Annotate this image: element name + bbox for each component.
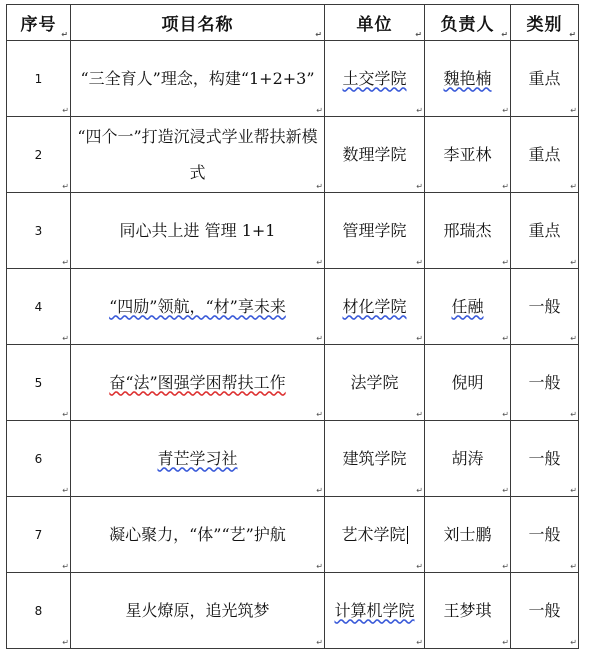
document-page — [6, 4, 579, 649]
cell-category[interactable]: 一般 ↵ — [511, 345, 579, 421]
project-table — [6, 4, 579, 649]
cell-leader[interactable]: 王梦琪 ↵ — [425, 573, 511, 649]
cell-no[interactable]: 3 ↵ — [7, 193, 71, 269]
table-row — [7, 193, 579, 269]
cell-leader[interactable]: 刘士鹏 ↵ — [425, 497, 511, 573]
cell-unit[interactable]: 数理学院 ↵ — [325, 117, 425, 193]
cell-name[interactable]: 同心共上进 管理 1+1 ↵ — [71, 193, 325, 269]
cell-no[interactable]: 4 ↵ — [7, 269, 71, 345]
cell-name[interactable]: 凝心聚力，“体”“艺”护航 ↵ — [71, 497, 325, 573]
cell-leader[interactable]: 李亚林 ↵ — [425, 117, 511, 193]
cell-leader[interactable]: 邢瑞杰 ↵ — [425, 193, 511, 269]
cell-category[interactable]: 一般 ↵ — [511, 497, 579, 573]
cell-leader[interactable]: 任融 ↵ — [425, 269, 511, 345]
cell-leader[interactable]: 魏艳楠 ↵ — [425, 41, 511, 117]
cell-no[interactable]: 7 ↵ — [7, 497, 71, 573]
cell-unit[interactable]: 土交学院 ↵ — [325, 41, 425, 117]
header-name: 项目名称 ↵ — [71, 5, 325, 41]
cell-leader[interactable]: 胡涛 ↵ — [425, 421, 511, 497]
cell-unit[interactable]: 建筑学院 ↵ — [325, 421, 425, 497]
cell-no[interactable]: 8 ↵ — [7, 573, 71, 649]
cell-category[interactable]: 重点 ↵ — [511, 41, 579, 117]
header-category: 类别 ↵ — [511, 5, 579, 41]
table-header-row — [7, 5, 579, 41]
text-cursor — [407, 526, 408, 544]
cell-unit[interactable]: 艺术学院 ↵ — [325, 497, 425, 573]
cell-name[interactable]: “三全育人”理念，构建“1+2+3” ↵ — [71, 41, 325, 117]
cell-name[interactable]: “四个一”打造沉浸式学业帮扶新模式 ↵ — [71, 117, 325, 193]
table-row — [7, 117, 579, 193]
table-row — [7, 269, 579, 345]
cell-no[interactable]: 2 ↵ — [7, 117, 71, 193]
cell-unit[interactable]: 材化学院 ↵ — [325, 269, 425, 345]
cell-category[interactable]: 一般 ↵ — [511, 573, 579, 649]
cell-unit[interactable]: 法学院 ↵ — [325, 345, 425, 421]
header-no: 序号 ↵ — [7, 5, 71, 41]
table-row — [7, 421, 579, 497]
header-unit: 单位 ↵ — [325, 5, 425, 41]
cell-unit[interactable]: 管理学院 ↵ — [325, 193, 425, 269]
cell-category[interactable]: 一般 ↵ — [511, 269, 579, 345]
cell-leader[interactable]: 倪明 ↵ — [425, 345, 511, 421]
cell-no[interactable]: 1 ↵ — [7, 41, 71, 117]
table-row — [7, 41, 579, 117]
cell-category[interactable]: 重点 ↵ — [511, 193, 579, 269]
table-row — [7, 573, 579, 649]
cell-name[interactable]: 青芒学习社 ↵ — [71, 421, 325, 497]
table-row — [7, 497, 579, 573]
cell-category[interactable]: 重点 ↵ — [511, 117, 579, 193]
table-row — [7, 345, 579, 421]
cell-name[interactable]: “四励”领航，“材”享未来 ↵ — [71, 269, 325, 345]
cell-unit[interactable]: 计算机学院 ↵ — [325, 573, 425, 649]
cell-name[interactable]: 星火燎原，追光筑梦 ↵ — [71, 573, 325, 649]
cell-category[interactable]: 一般 ↵ — [511, 421, 579, 497]
cell-name[interactable]: 奋“法”图强学困帮扶工作 ↵ — [71, 345, 325, 421]
cell-no[interactable]: 6 ↵ — [7, 421, 71, 497]
cell-no[interactable]: 5 ↵ — [7, 345, 71, 421]
header-leader: 负责人 ↵ — [425, 5, 511, 41]
